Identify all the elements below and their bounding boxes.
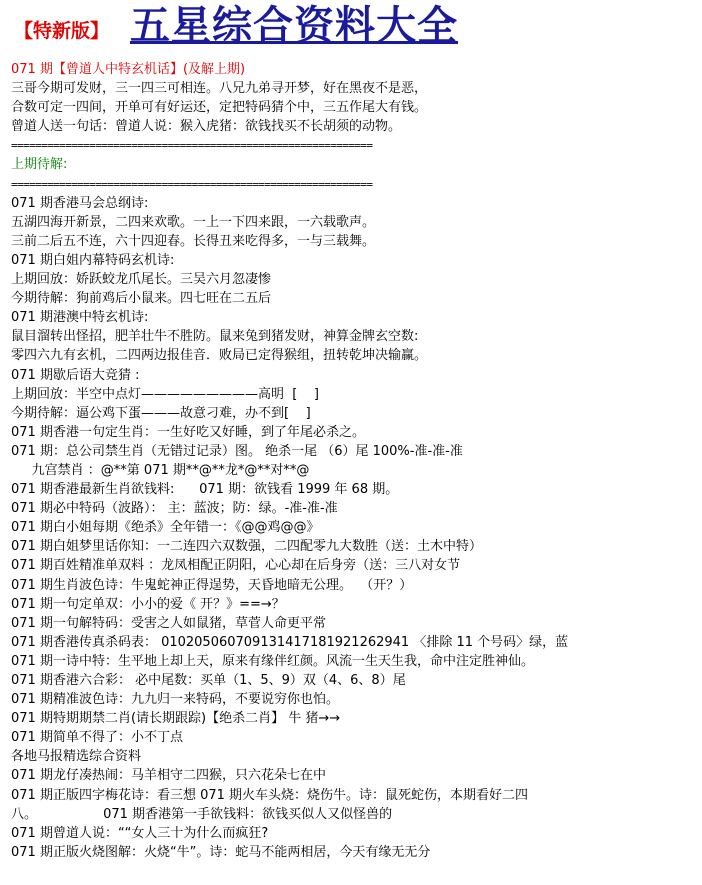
text-line: 071 期香港最新生肖欲钱料: 071 期：欲钱看 1999 年 68 期。 [11,482,399,498]
text-line: 上期回放：娇跃蛟龙爪尾长。三吴六月忽凄惨 [11,272,272,288]
text-line: 071 期简单不得了：小不丁点 [11,730,183,746]
text-line: 九宫禁肖 ：@**第 071 期**@**龙*@**对**@ [11,462,310,478]
text-line: 八。 071 期香港第一手欲钱料：欲钱买似人又似怪兽的 [11,806,393,822]
text-line: 071 期曾道人说：““女人三十为什么而疯狂? [11,825,269,841]
text-line: 071 期香港传真杀码表： 01020506070913141718192126294​1 〈排除 11 个号码〉绿，蓝 [11,634,569,650]
text-line: 071 期特期期禁二肖(请长期跟踪)【绝杀二肖】 牛 猪→→ [11,711,341,727]
text-line: 071 期香港马会总纲诗: [11,195,149,211]
text-line: 上期回放：半空中点灯—————————高明 [ ] [11,386,319,402]
text-line: 071 期精准波色诗：九九归一来特码，不要说穷你也怕。 [11,692,339,708]
text-line: 三前二后五不连，六十四迎春。长得丑来吃得多，一与三载舞。 [11,233,376,249]
text-line: 071 期香港一句定生肖：一生好吃又好睡，到了年尾必杀之。 [11,424,365,440]
text-line: 三哥今期可发财，三一四三可相连。八兄九弟寻开梦，好在黑夜不是恶， [11,81,428,97]
text-line: 071 期白姐内幕特码玄机诗: [11,252,175,268]
text-line: 071 期【曾道人中特玄机话】(及解上期) [11,62,246,77]
page-title: 五星综合资料大全 [130,2,458,49]
content-lines [11,60,701,862]
text-line: 071 期正版四字梅花诗：看三想 071 期火车头烧：烧伤牛。诗：鼠死蛇伤，本期看好二四 [11,787,529,803]
text-line: 零四六九有玄机，二四两边报佳音．败局已定得猴组，扭转乾坤决输赢。 [11,348,428,364]
text-line: 鼠目溜转出怪招，肥羊壮牛不胜防。鼠来兔到猪发财，神算金牌玄空数: [11,329,419,345]
text-line: 071 期百姓精准单双料 ：龙凤相配正阴阳，心心却在后身旁（送：三八对女节 [11,558,461,574]
separator-line: ============================================================ [11,177,373,191]
text-line: 上期待解: [11,157,68,173]
text-line: 曾道人送一句话：曾道人说：猴入虎猪：欲钱找买不长胡须的动物。 [11,119,402,135]
text-line: 071 期一诗中特：生平地上却上天，原来有缘伴红颜。风流一生天生我，命中注定胜神仙。 [11,653,534,669]
text-line: 合数可定一四间，开单可有好运还，定把特码猜个中，三五作尾大有钱。 [11,100,428,116]
page-header [0,0,702,58]
text-line: 071 期龙仔凑热闹：马羊相守二四猴，只六花朵七在中 [11,768,326,784]
text-line: 071 期港澳中特玄机诗: [11,310,149,326]
edition-badge: 【特新版】 [14,20,110,42]
text-line: 今期待解：狗前鸡后小鼠来。四七旺在二五后 [11,291,272,307]
text-line: 071 期：总公司禁生肖（无错过记录）图。 绝杀一尾 （6）尾 100%-准-准-准 [11,443,463,459]
text-line: 各地马报精选综合资料 [11,749,142,765]
text-line: 071 期一句定单双：小小的爱《 开？》==→？ [11,596,285,612]
text-line: 071 期香港六合彩： 必中尾数：买单（1、5、9）双（4、6、8）尾 [11,673,406,688]
text-line: 071 期一句解特码：受害之人如鼠猪，草菅人命更平常 [11,615,326,631]
text-line: 071 期生肖波色诗：牛鬼蛇神正得逞势，天昏地暗无公理。 （开？） [11,577,413,593]
text-line: 071 期正版火烧图解：火烧“牛”。诗：蛇马不能两相居，今天有缘无无分 [11,844,431,860]
text-line: 071 期歇后语大竞猜 : [11,367,140,383]
text-line: 071 期白小姐每期《绝杀》全年错一：《@@鸡@@》 [11,520,320,536]
separator-line: ============================================================ [11,139,373,153]
text-line: 071 期白姐梦里话你知：一二连四六双数强，二四配零九大数胜（送：土木中特） [11,539,482,555]
text-line: 今期待解：逼公鸡下蛋———故意刁难，办不到[ ] [11,405,311,421]
text-line: 071 期必中特码（波路）： 主：蓝波；防：绿。-准-准-准 [11,501,338,517]
text-line: 五湖四海开新景，二四来欢歌。一上一下四来跟，一六载歌声。 [11,214,376,230]
